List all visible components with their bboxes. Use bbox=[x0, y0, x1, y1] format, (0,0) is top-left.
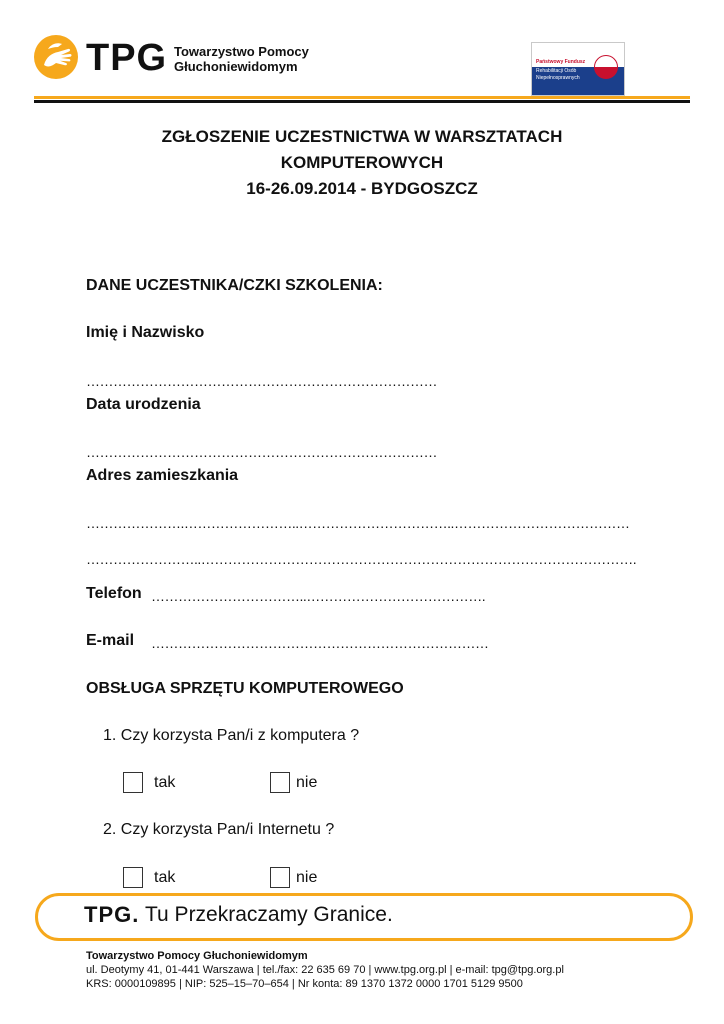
footer-registry-line: KRS: 0000109895 | NIP: 525–15–70–654 | Nr konta: 89 1370 1372 0000 1701 5129 9500 bbox=[86, 978, 523, 990]
address-label: Adres zamieszkania bbox=[86, 467, 239, 484]
footer-organization-name: Towarzystwo Pomocy Głuchoniewidomym bbox=[86, 950, 308, 962]
pfron-emblem-icon bbox=[594, 55, 618, 79]
section-participant-heading: DANE UCZESTNIKA/CZKI SZKOLENIA: bbox=[86, 277, 383, 294]
document-title-line2: KOMPUTEROWYCH bbox=[280, 153, 444, 172]
question-1-no-label: nie bbox=[296, 774, 318, 791]
question-1-yes-label: tak bbox=[154, 774, 176, 791]
logo-wordmark: TPG bbox=[86, 37, 168, 79]
birthdate-field[interactable]: …………………………………………………………………… bbox=[86, 444, 437, 460]
tpg-logo-icon bbox=[34, 35, 78, 79]
phone-field[interactable]: ……………………………..…………………………………. bbox=[151, 588, 486, 604]
header-accent-rule bbox=[34, 96, 690, 99]
slogan-brand: TPG. bbox=[84, 902, 140, 927]
question-1-text: 1. Czy korzysta Pan/i z komputera ? bbox=[103, 727, 360, 744]
section-equipment-heading: OBSŁUGA SPRZĘTU KOMPUTEROWEGO bbox=[86, 680, 404, 697]
name-label: Imię i Nazwisko bbox=[86, 324, 205, 341]
name-field[interactable]: …………………………………………………………………… bbox=[86, 373, 437, 389]
footer-contact-line: ul. Deotymy 41, 01-441 Warszawa | tel./fax: 22 635 69 70 | www.tpg.org.pl | e-mail: tpg@tpg.org.pl bbox=[86, 964, 564, 976]
question-2-no-checkbox[interactable] bbox=[270, 867, 290, 888]
pfron-title: Państwowy Fundusz bbox=[536, 59, 586, 65]
organization-name bbox=[174, 44, 309, 74]
question-2-yes-label: tak bbox=[154, 869, 176, 886]
email-label: E-mail bbox=[86, 632, 135, 649]
email-field[interactable]: ………………………………………………………………… bbox=[151, 635, 489, 651]
pfron-logo bbox=[531, 42, 625, 96]
address-field-line2[interactable]: ……………………..……………………………………………………………………………………. bbox=[86, 551, 637, 567]
question-2-text: 2. Czy korzysta Pan/i Internetu ? bbox=[103, 821, 335, 838]
address-field-line1[interactable]: ………………….……………………..……………………………..………………………………… bbox=[86, 515, 630, 531]
question-1-yes-checkbox[interactable] bbox=[123, 772, 143, 793]
organization-name-line1: Towarzystwo Pomocy bbox=[174, 44, 309, 59]
document-title-date: 16-26.09.2014 - BYDGOSZCZ bbox=[246, 179, 478, 198]
question-2-no-label: nie bbox=[296, 869, 318, 886]
phone-label: Telefon bbox=[86, 585, 142, 602]
document-title-line1: ZGŁOSZENIE UCZESTNICTWA W WARSZTATACH bbox=[161, 127, 563, 146]
birthdate-label: Data urodzenia bbox=[86, 396, 201, 413]
question-2-yes-checkbox[interactable] bbox=[123, 867, 143, 888]
pfron-subtitle: Rehabilitacji Osób Niepełnosprawnych bbox=[536, 68, 580, 81]
slogan-text: Tu Przekraczamy Granice. bbox=[145, 903, 393, 926]
organization-name-line2: Głuchoniewidomym bbox=[174, 59, 298, 74]
question-1-no-checkbox[interactable] bbox=[270, 772, 290, 793]
header-divider bbox=[34, 100, 690, 103]
